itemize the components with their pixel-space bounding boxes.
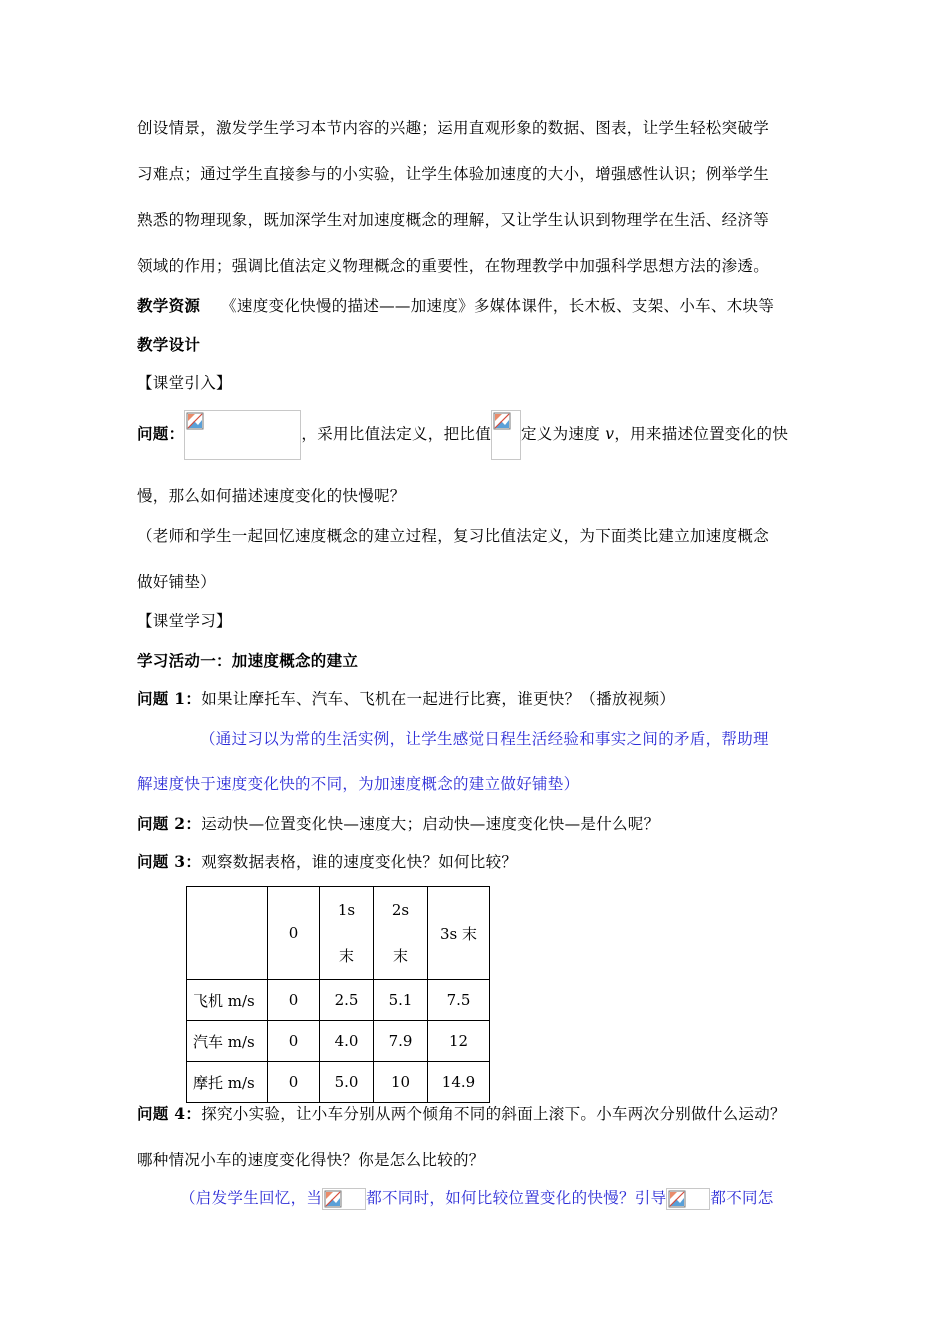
table-header-cell: 1s 末 [320,887,374,980]
question-2-label: 问题 2： [137,814,202,833]
question-3-label: 问题 3： [137,852,202,871]
question-1-text: 如果让摩托车、汽车、飞机在一起进行比赛，谁更快？（播放视频） [201,690,676,708]
table-row [187,1021,490,1062]
note-intro-line-1: （老师和学生一起回忆速度概念的建立过程，复习比值法定义，为下面类比建立加速度概念 [137,527,770,545]
question-4-line [137,1104,817,1124]
question-intro-line-2: 慢，那么如何描述速度变化的快慢呢？ [137,487,406,505]
table-cell: 2.5 [320,980,374,1021]
question-3-text: 观察数据表格，谁的速度变化快？如何比较？ [201,853,518,871]
note-q4-part-c: 都不同怎 [710,1189,774,1207]
intro-paragraph-line-1: 创设情景，激发学生学习本节内容的兴趣；运用直观形象的数据、图表，让学生轻松突破学 [137,119,770,137]
section-intro-heading: 【课堂引入】 [137,374,232,392]
velocity-variable: v [605,425,615,443]
question-4-line-2: 哪种情况小车的速度变化得快？你是怎么比较的？ [137,1151,485,1169]
table-header-cell: 0 [268,887,320,980]
question-2-line [137,814,817,834]
question-1-line [137,689,817,709]
resources-label: 教学资源 [137,296,201,315]
table-cell: 12 [428,1021,490,1062]
resources-line [137,296,817,316]
table-cell: 5.0 [320,1062,374,1103]
table-header-row [187,887,490,980]
table-row [187,980,490,1021]
table-cell: 摩托 m/s [187,1062,268,1103]
question-intro-line [137,410,817,460]
question-text-a: ，采用比值法定义，把比值 [301,425,492,443]
note-intro-line-2: 做好铺垫） [137,573,217,591]
resources-text: 《速度变化快慢的描述——加速度》多媒体课件，长木板、支架、小车、木块等 [221,297,775,315]
table-cell: 飞机 m/s [187,980,268,1021]
activity-1-heading: 学习活动一：加速度概念的建立 [137,651,359,670]
table-cell: 0 [268,1021,320,1062]
question-text-c: ，用来描述位置变化的快 [614,425,789,443]
table-header-cell: 3s 末 [428,887,490,980]
table-cell: 0 [268,1062,320,1103]
table-row [187,1062,490,1103]
broken-image-icon [491,410,521,460]
note-q4-part-b: 都不同时，如何比较位置变化的快慢？引导 [366,1189,667,1207]
broken-image-icon [666,1188,710,1210]
table-header-cell [187,887,268,980]
question-2-text: 运动快—位置变化快—速度大；启动快—速度变化快—是什么呢？ [201,815,660,833]
design-heading: 教学设计 [137,335,201,354]
intro-paragraph-line-3: 熟悉的物理现象，既加深学生对加速度概念的理解，又让学生认识到物理学在生活、经济等 [137,211,770,229]
intro-paragraph-line-2: 习难点；通过学生直接参与的小实验，让学生体验加速度的大小，增强感性认识；例举学生 [137,165,770,183]
table-cell: 10 [374,1062,428,1103]
broken-image-icon [322,1188,366,1210]
note-q1-line-1: （通过习以为常的生活实例，让学生感觉日程生活经验和事实之间的矛盾，帮助理 [200,730,769,748]
table-cell: 5.1 [374,980,428,1021]
speed-data-table [186,886,490,1103]
note-q1-line-2: 解速度快于速度变化快的不同，为加速度概念的建立做好铺垫） [137,775,580,793]
note-q4-line [180,1186,860,1210]
question-text-b: 定义为速度 [521,425,606,443]
section-learning-heading: 【课堂学习】 [137,612,232,630]
question-4-text: 探究小实验，让小车分别从两个倾角不同的斜面上滚下。小车两次分别做什么运动？ [201,1105,786,1123]
question-label: 问题： [137,424,185,443]
note-q4-part-a: （启发学生回忆，当 [180,1189,323,1207]
table-cell: 7.5 [428,980,490,1021]
question-3-line [137,852,817,872]
table-header-cell: 2s 末 [374,887,428,980]
table-cell: 14.9 [428,1062,490,1103]
broken-image-icon [184,410,301,460]
table-cell: 汽车 m/s [187,1021,268,1062]
question-4-label: 问题 4： [137,1104,202,1123]
question-1-label: 问题 1： [137,689,202,708]
table-cell: 4.0 [320,1021,374,1062]
intro-paragraph-line-4: 领域的作用；强调比值法定义物理概念的重要性，在物理教学中加强科学思想方法的渗透。 [137,257,770,275]
table-cell: 0 [268,980,320,1021]
table-cell: 7.9 [374,1021,428,1062]
